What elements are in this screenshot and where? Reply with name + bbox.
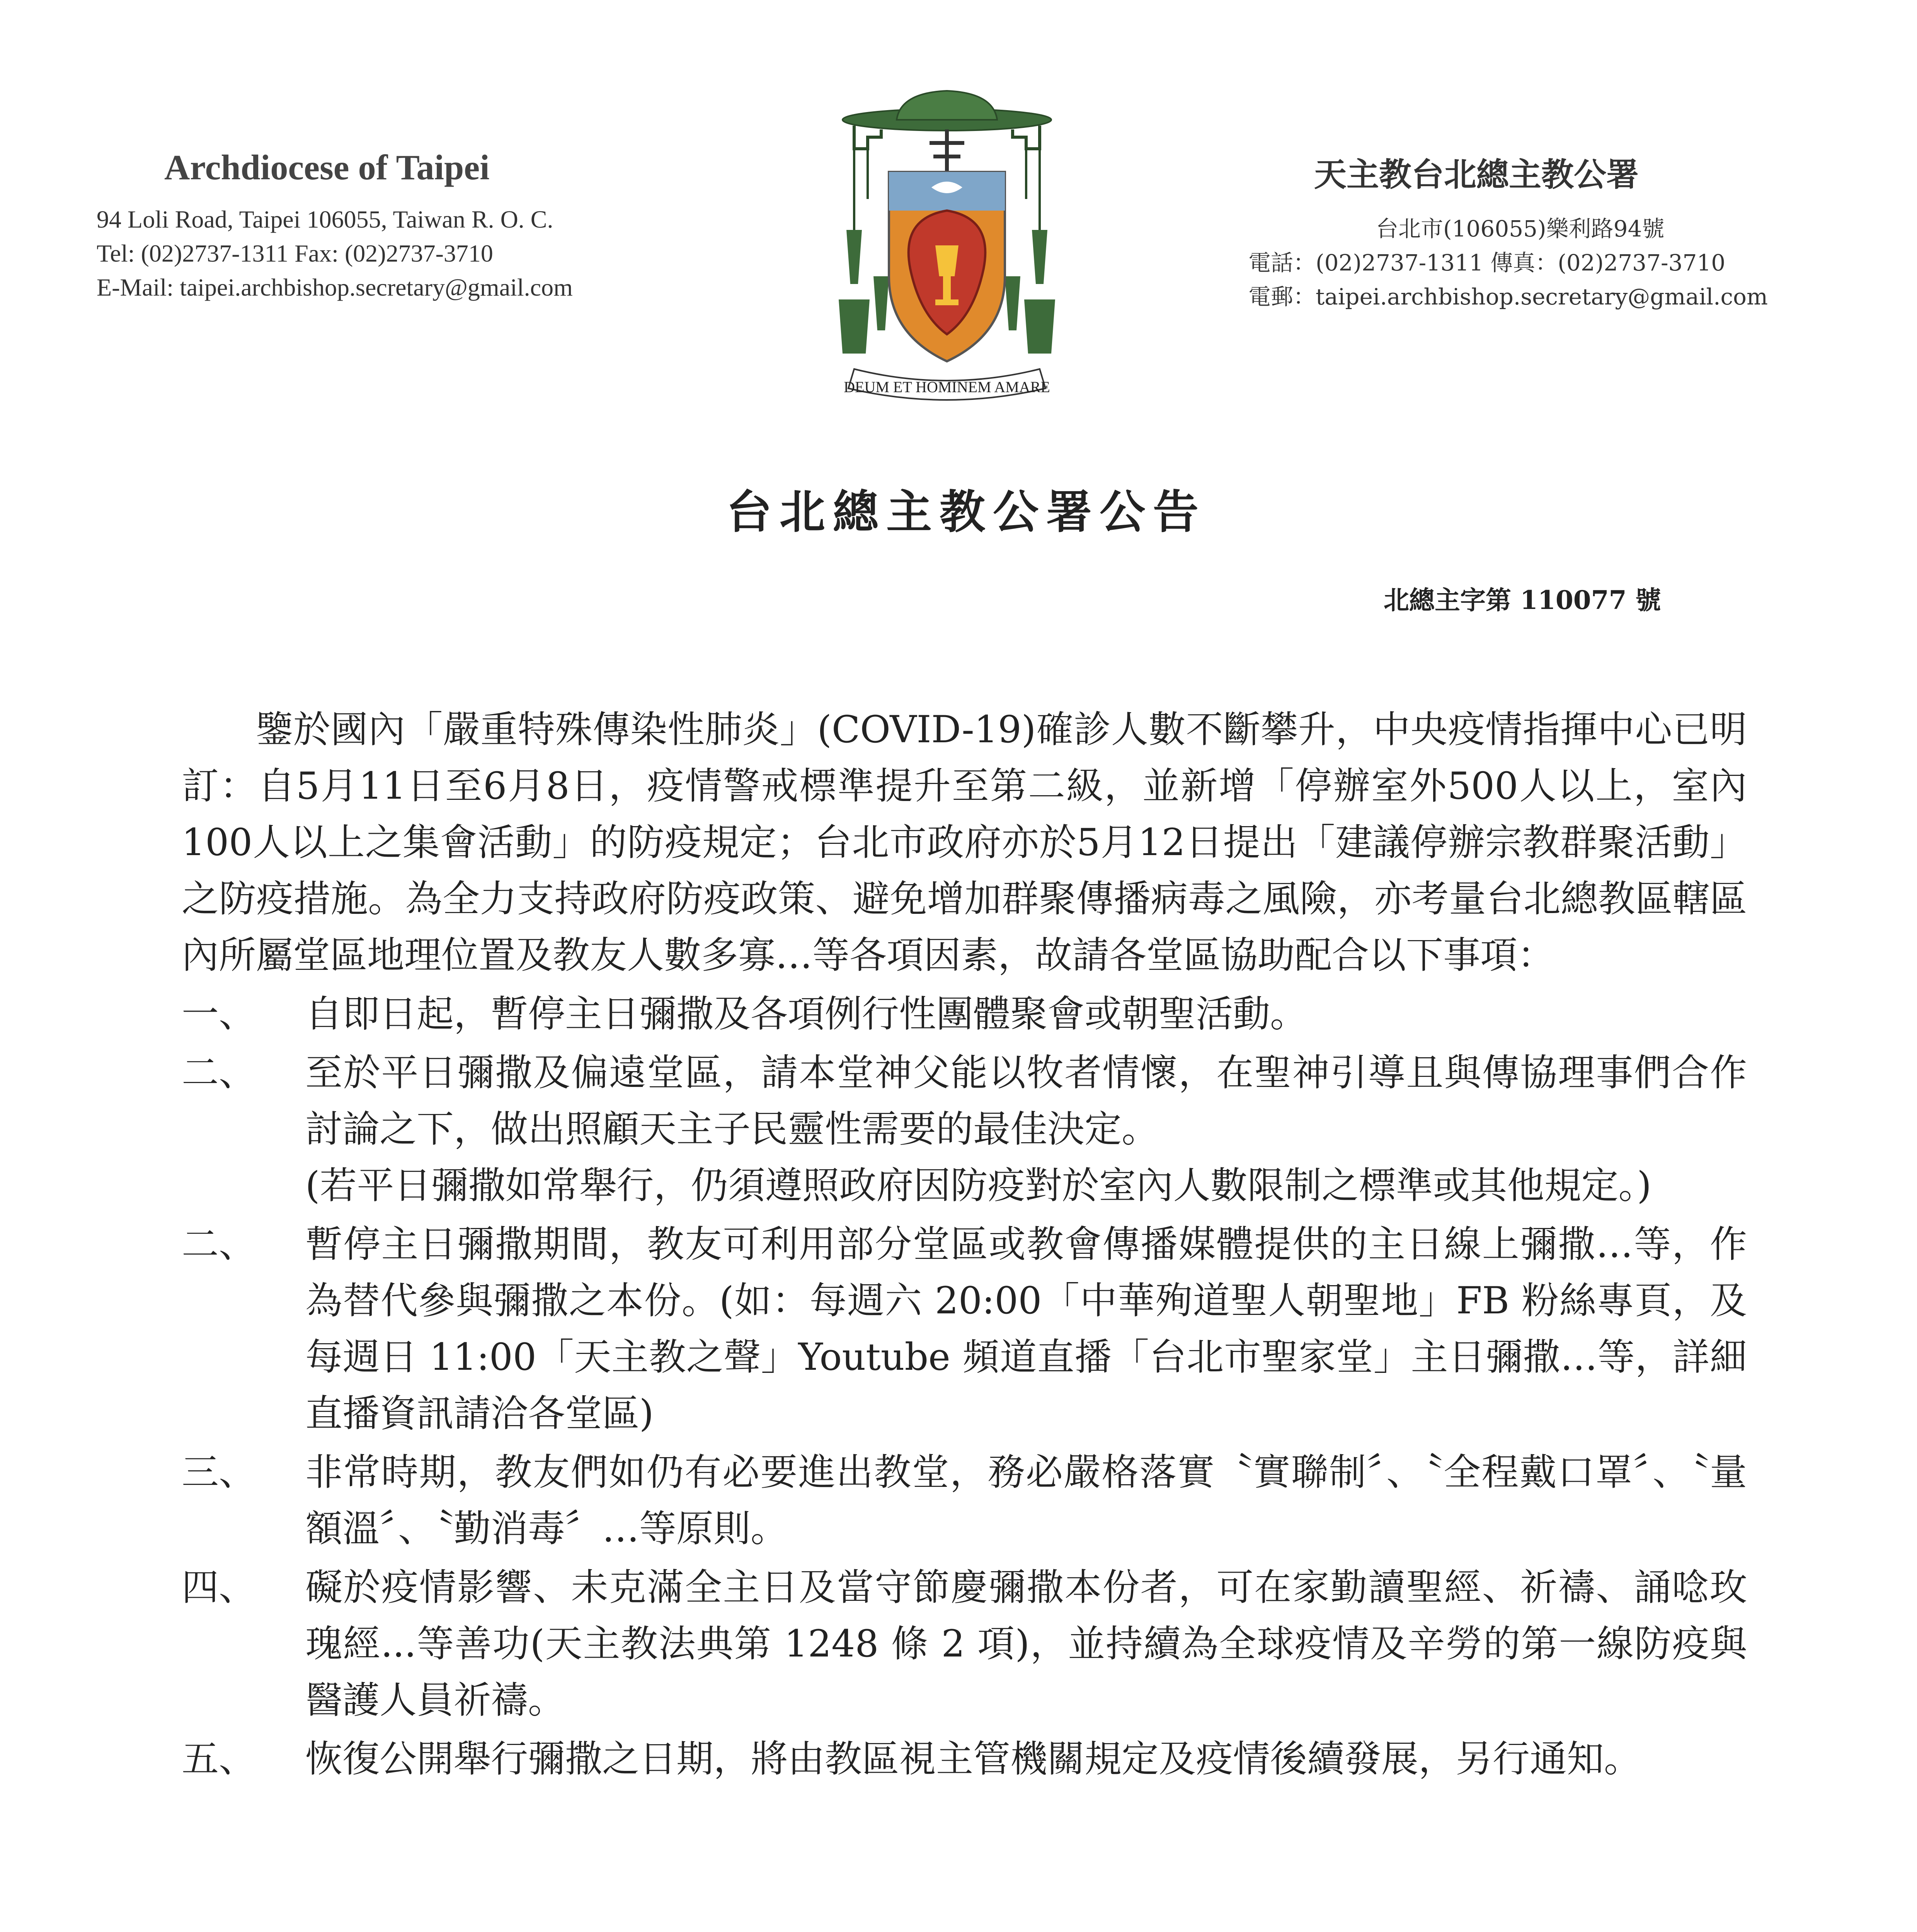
item-number: 三、	[182, 1451, 256, 1494]
item-note: (若平日彌撒如常舉行，仍須遵照政府因防疫對於室內人數限制之標準或其他規定。)	[305, 1164, 1651, 1207]
org-name-en: Archdiocese of Taipei	[164, 148, 490, 187]
email-en: E-Mail: taipei.archbishop.secretary@gmail.com	[97, 274, 573, 301]
item-text: 恢復公開舉行彌撒之日期，將由教區視主管機關規定及疫情後續發展，另行通知。	[305, 1737, 1641, 1781]
item-text: 至於平日彌撒及偏遠堂區，請本堂神父能以牧者情懷，在聖神引導且與傳協理事們合作討論之下，做出照顧天主子民靈性需要的最佳決定。	[305, 1051, 1747, 1151]
list-item	[182, 1216, 1747, 1442]
item-text: 自即日起，暫停主日彌撒及各項例行性團體聚會或朝聖活動。	[305, 992, 1307, 1036]
org-name-zh: 天主教台北總主教公署	[1314, 155, 1639, 194]
address-en: 94 Loli Road, Taipei 106055, Taiwan R. O. C.	[97, 206, 553, 233]
item-number: 四、	[182, 1566, 256, 1609]
item-text: 非常時期，教友們如仍有必要進出教堂，務必嚴格落實〝實聯制〞、〝全程戴口罩〞、〝量額溫〞、〝勤消毒〞…等原則。	[305, 1451, 1747, 1550]
list-item	[182, 1731, 1747, 1787]
email-zh: 電郵：taipei.archbishop.secretary@gmail.com	[1248, 284, 1768, 310]
phone-en: Tel: (02)2737-1311 Fax: (02)2737-3710	[97, 240, 493, 267]
item-text: 暫停主日彌撒期間，教友可利用部分堂區或教會傳播媒體提供的主日線上彌撒…等，作為替代參與彌撒之本份。(如：每週六 20:00「中華殉道聖人朝聖地」FB 粉絲專頁，及每週日 11:00「天主教之聲」Youtube 頻道直播「台北市聖家堂」主日彌撒…等，詳細直播資訊請洽各堂區)	[305, 1223, 1747, 1435]
list-item	[182, 986, 1747, 1042]
header-left	[97, 147, 754, 304]
header-right	[1248, 149, 1847, 314]
intro-paragraph: 鑒於國內「嚴重特殊傳染性肺炎」(COVID-19)確診人數不斷攀升，中央疫情指揮中心已明訂：自5月11日至6月8日，疫情警戒標準提升至第二級，並新增「停辦室外500人以上，室內100人以上之集會活動」的防疫規定；台北市政府亦於5月12日提出「建議停辦宗教群聚活動」之防疫措施。為全力支持政府防疫政策、避免增加群聚傳播病毒之風險，亦考量台北總教區轄區內所屬堂區地理位置及教友人數多寡…等各項因素，故請各堂區協助配合以下事項：	[182, 708, 1747, 977]
list-item	[182, 1444, 1747, 1557]
item-text: 礙於疫情影響、未克滿全主日及當守節慶彌撒本份者，可在家勤讀聖經、祈禱、誦唸玫瑰經...等善功(天主教法典第 1248 條 2 項)，並持續為全球疫情及辛勞的第一線防疫與醫護人員祈禱。	[305, 1566, 1747, 1722]
crest-motto: DEUM ET HOMINEM AMARE	[844, 378, 1050, 396]
coat-of-arms-icon	[831, 83, 1063, 408]
item-number: 五、	[182, 1737, 256, 1781]
list-item	[182, 1044, 1747, 1214]
list-item	[182, 1559, 1747, 1728]
item-number: 二、	[182, 1051, 256, 1094]
address-zh: 台北市(106055)樂利路94號	[1376, 216, 1665, 242]
item-number: 一、	[182, 992, 256, 1036]
page-title: 台北總主教公署公告	[726, 485, 1206, 539]
phone-zh: 電話：(02)2737-1311 傳真：(02)2737-3710	[1248, 250, 1726, 276]
item-number: 二、	[182, 1223, 256, 1266]
announcement-body	[182, 701, 1747, 1789]
document-number: 北總主字第 110077 號	[1384, 585, 1661, 615]
